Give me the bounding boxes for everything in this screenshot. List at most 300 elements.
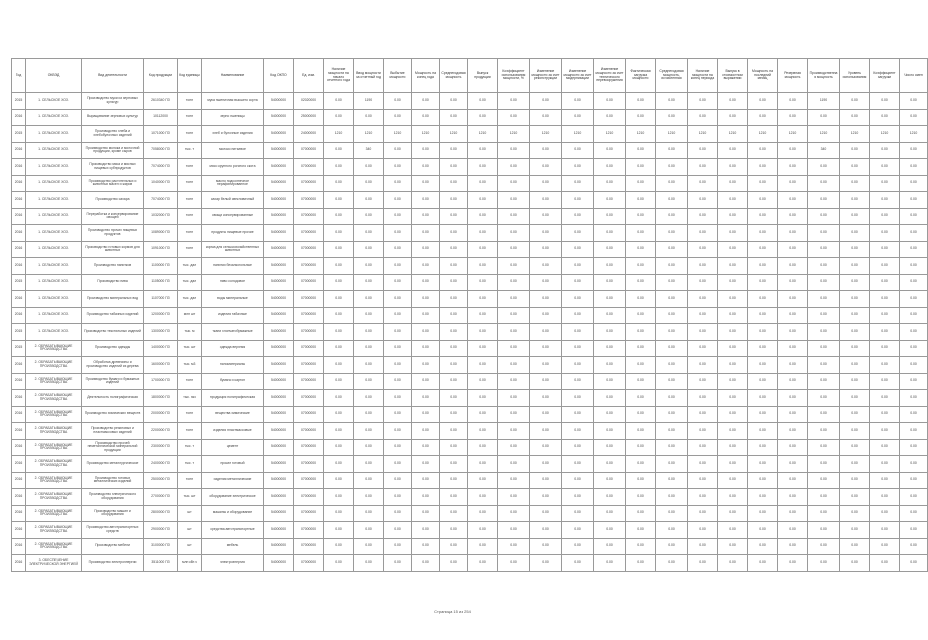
table-cell: 0.00 <box>468 241 498 258</box>
table-cell: 0.00 <box>562 109 594 126</box>
table-cell: 0.00 <box>412 472 440 489</box>
table-cell: Производство мебели <box>82 538 144 555</box>
table-cell: оборудование электрическое <box>202 489 264 506</box>
table-cell: 0.00 <box>384 505 412 522</box>
table-cell: 0.00 <box>870 241 900 258</box>
table-cell: 0.00 <box>688 274 718 291</box>
table-cell: 0.00 <box>808 522 840 539</box>
table-cell: 340 <box>354 142 384 159</box>
table-cell: 0.00 <box>530 423 562 440</box>
table-row <box>12 159 928 176</box>
table-cell: 0.00 <box>718 291 748 308</box>
table-cell: 1600000 ПЗ <box>144 357 178 374</box>
table-cell: 0.00 <box>594 390 626 407</box>
table-cell: 0.00 <box>840 522 870 539</box>
table-cell: 0.00 <box>778 258 808 275</box>
table-cell: 0.00 <box>748 472 778 489</box>
table-cell: 0.00 <box>840 307 870 324</box>
table-cell: 0.00 <box>748 241 778 258</box>
table-cell: 0.00 <box>468 93 498 110</box>
table-cell: 0.00 <box>656 489 688 506</box>
table-cell: 07000000 <box>294 489 324 506</box>
table-cell: 0.00 <box>440 142 468 159</box>
table-cell: 54000000 <box>264 192 294 209</box>
table-row <box>12 538 928 555</box>
table-cell: 0.00 <box>594 208 626 225</box>
table-cell: 0.00 <box>324 307 354 324</box>
table-cell: 0.00 <box>498 357 530 374</box>
table-cell: 54000000 <box>264 505 294 522</box>
table-cell: 0.00 <box>626 472 656 489</box>
table-cell: 1032000 ПЗ <box>144 208 178 225</box>
table-cell: 2700000 ПЗ <box>144 489 178 506</box>
table-cell: 0.00 <box>900 505 928 522</box>
table-cell: тыс. т <box>178 456 202 473</box>
table-cell: Производство молока и молочной продукции, кроме сыров <box>82 142 144 159</box>
table-cell: 2. ОБРАБАТЫВАЮЩИЕ ПРОИЗВОДСТВА <box>26 505 82 522</box>
table-cell: напитки безалкогольные <box>202 258 264 275</box>
table-cell: 0.00 <box>354 456 384 473</box>
table-cell: 07000000 <box>294 472 324 489</box>
table-cell: млн кВт.ч <box>178 555 202 572</box>
table-cell: 0.00 <box>468 505 498 522</box>
table-cell: 0.00 <box>900 208 928 225</box>
table-cell: 0.00 <box>354 390 384 407</box>
table-cell: воды минеральные <box>202 291 264 308</box>
table-cell: 0.00 <box>688 423 718 440</box>
table-cell: 0.00 <box>808 390 840 407</box>
column-header: ОКВЭД <box>26 59 82 93</box>
table-cell: 0.00 <box>384 522 412 539</box>
table-cell: зерно пшеницы <box>202 109 264 126</box>
table-cell: 340 <box>808 142 840 159</box>
table-cell: 0.00 <box>778 538 808 555</box>
table-cell: 0.00 <box>900 406 928 423</box>
table-cell: 0.00 <box>530 390 562 407</box>
table-cell: 0.00 <box>412 93 440 110</box>
table-cell: 0.00 <box>900 274 928 291</box>
table-cell: 07000000 <box>294 439 324 456</box>
table-cell: тонн <box>178 472 202 489</box>
table-cell: 0.00 <box>530 324 562 341</box>
table-cell: 0.00 <box>530 505 562 522</box>
column-header: Уровень использования <box>840 59 870 93</box>
table-cell: тонн <box>178 159 202 176</box>
table-row <box>12 439 928 456</box>
table-cell: 07000000 <box>294 241 324 258</box>
table-cell: 0.00 <box>718 555 748 572</box>
table-cell: 0.00 <box>840 241 870 258</box>
table-cell: 0.00 <box>562 538 594 555</box>
table-cell: 0.00 <box>412 307 440 324</box>
table-cell: 0.00 <box>778 142 808 159</box>
table-cell: 0.00 <box>412 456 440 473</box>
table-cell: 0.00 <box>900 93 928 110</box>
table-cell: 07000000 <box>294 192 324 209</box>
table-cell: 7074000 ПЗ <box>144 159 178 176</box>
table-cell: шт <box>178 538 202 555</box>
table-cell: 0.00 <box>530 522 562 539</box>
table-cell: 0.00 <box>498 390 530 407</box>
table-cell: 2016 <box>12 225 26 242</box>
table-row <box>12 126 928 143</box>
table-cell: 0.00 <box>718 439 748 456</box>
table-cell: 0.00 <box>870 406 900 423</box>
table-cell: 0.00 <box>778 357 808 374</box>
table-cell: тонн <box>178 423 202 440</box>
table-cell: 0.00 <box>688 225 718 242</box>
table-cell: 24000000 <box>294 126 324 143</box>
table-cell: 54000000 <box>264 538 294 555</box>
table-cell: 0.00 <box>808 175 840 192</box>
table-cell: 0.00 <box>562 291 594 308</box>
table-cell: 0.00 <box>656 439 688 456</box>
table-cell: 0.00 <box>656 472 688 489</box>
table-row <box>12 274 928 291</box>
table-cell: 0.00 <box>900 390 928 407</box>
table-cell: 0.00 <box>748 357 778 374</box>
table-cell: 0.00 <box>384 159 412 176</box>
table-cell: средства автотранспортные <box>202 522 264 539</box>
table-cell: 0.00 <box>384 340 412 357</box>
table-cell: 0.00 <box>324 208 354 225</box>
table-cell: 0.00 <box>412 142 440 159</box>
table-cell: 0.00 <box>656 538 688 555</box>
table-cell: 0.00 <box>840 406 870 423</box>
column-header: Мощность на конец года <box>412 59 440 93</box>
table-cell: Производство растительных и животных масел и жиров <box>82 175 144 192</box>
table-cell: Производство резиновых и пластмассовых изделий <box>82 423 144 440</box>
table-cell: 07000000 <box>294 159 324 176</box>
table-cell: Производство одежды <box>82 340 144 357</box>
table-cell: 07000000 <box>294 406 324 423</box>
table-cell: шт <box>178 522 202 539</box>
table-cell: 02020000 <box>294 93 324 110</box>
table-cell: 0.00 <box>900 291 928 308</box>
table-cell: 0.00 <box>468 439 498 456</box>
table-cell: 0.00 <box>900 522 928 539</box>
table-cell: 0.00 <box>718 307 748 324</box>
table-cell: 0.00 <box>656 340 688 357</box>
table-cell: 0.00 <box>440 538 468 555</box>
table-cell: 0.00 <box>840 208 870 225</box>
table-cell: 0.00 <box>688 472 718 489</box>
table-cell: 0.00 <box>748 291 778 308</box>
table-cell: 2015 <box>12 126 26 143</box>
table-cell: 0.00 <box>562 208 594 225</box>
table-cell: 3100000 ПЗ <box>144 538 178 555</box>
table-cell: 0.00 <box>324 489 354 506</box>
table-cell: 0.00 <box>870 274 900 291</box>
table-cell: 0.00 <box>870 340 900 357</box>
table-cell: 0.00 <box>498 192 530 209</box>
table-cell: 0.00 <box>900 340 928 357</box>
table-cell: прокат готовый <box>202 456 264 473</box>
table-cell: тонн <box>178 126 202 143</box>
table-cell: 0.00 <box>562 406 594 423</box>
table-row <box>12 406 928 423</box>
table-cell: 0.00 <box>440 274 468 291</box>
table-cell: тонн <box>178 373 202 390</box>
table-cell: 0.00 <box>530 340 562 357</box>
table-cell: Производство напитков <box>82 258 144 275</box>
table-cell: 54000000 <box>264 439 294 456</box>
table-cell: 0.00 <box>808 373 840 390</box>
table-cell: 0.00 <box>562 241 594 258</box>
table-cell: 07000000 <box>294 307 324 324</box>
table-cell: 54000000 <box>264 93 294 110</box>
column-header: Изменение мощности за счет технического перевооружения <box>594 59 626 93</box>
table-cell: 0.00 <box>562 142 594 159</box>
table-cell: 1. СЕЛЬСКОЕ ХОЗ. <box>26 126 82 143</box>
table-cell: Производство прочих пищевых продуктов <box>82 225 144 242</box>
table-cell: Производство электроэнергии <box>82 555 144 572</box>
table-cell: 0.00 <box>718 340 748 357</box>
table-cell: 1210 <box>384 126 412 143</box>
table-cell: 0.00 <box>656 93 688 110</box>
table-row <box>12 241 928 258</box>
table-cell: 0.00 <box>562 93 594 110</box>
table-cell: 0.00 <box>808 555 840 572</box>
table-cell: 0.00 <box>562 555 594 572</box>
table-cell: 0.00 <box>900 456 928 473</box>
table-cell: 07000000 <box>294 324 324 341</box>
table-cell: 0.00 <box>808 225 840 242</box>
table-cell: 54000000 <box>264 472 294 489</box>
table-cell: 0.00 <box>412 406 440 423</box>
table-cell: Производство бумаги и бумажных изделий <box>82 373 144 390</box>
table-cell: 0.00 <box>900 159 928 176</box>
table-cell: 2016 <box>12 555 26 572</box>
table-cell: 1210 <box>688 126 718 143</box>
table-cell: 0.00 <box>530 192 562 209</box>
table-cell: 2900000 ПЗ <box>144 522 178 539</box>
table-cell: 0.00 <box>354 505 384 522</box>
table-cell: сахар белый свекловичный <box>202 192 264 209</box>
table-row <box>12 109 928 126</box>
table-cell: 0.00 <box>778 241 808 258</box>
table-cell: 0.00 <box>748 505 778 522</box>
table-cell: 0.00 <box>594 307 626 324</box>
table-cell: 2016 <box>12 538 26 555</box>
table-cell: 07000000 <box>294 456 324 473</box>
table-cell: 0.00 <box>688 357 718 374</box>
table-cell: 0.00 <box>840 456 870 473</box>
table-cell: 0.00 <box>354 357 384 374</box>
column-header: Выпуск в стоимостном выражении <box>718 59 748 93</box>
table-cell: 0.00 <box>498 241 530 258</box>
table-cell: хлеб и булочные изделия <box>202 126 264 143</box>
table-cell: 0.00 <box>498 373 530 390</box>
table-row <box>12 489 928 506</box>
table-cell: 0.00 <box>412 390 440 407</box>
table-cell: 0.00 <box>626 192 656 209</box>
table-cell: 0.00 <box>594 340 626 357</box>
table-cell: 0.00 <box>688 241 718 258</box>
table-cell: Обработка древесины и производство изделий из дерева <box>82 357 144 374</box>
table-cell: 0.00 <box>840 423 870 440</box>
table-cell: 0.00 <box>808 456 840 473</box>
table-cell: 0.00 <box>808 274 840 291</box>
column-header: Наименование <box>202 59 264 93</box>
table-cell: 0.00 <box>688 324 718 341</box>
table-cell: 2015 <box>12 340 26 357</box>
table-cell: тыс. т <box>178 439 202 456</box>
table-cell: 0.00 <box>530 208 562 225</box>
table-cell: 0.00 <box>530 93 562 110</box>
table-cell: 0.00 <box>440 175 468 192</box>
table-cell: 0.00 <box>562 340 594 357</box>
table-row <box>12 324 928 341</box>
table-cell: 1. СЕЛЬСКОЕ ХОЗ. <box>26 307 82 324</box>
table-row <box>12 522 928 539</box>
table-cell: 0.00 <box>498 225 530 242</box>
column-header: Число смен <box>900 59 928 93</box>
column-header: Коэффициент использования мощности, % <box>498 59 530 93</box>
table-cell: 0.00 <box>384 192 412 209</box>
column-header: Код продукции <box>144 59 178 93</box>
table-cell: 0.00 <box>900 357 928 374</box>
table-cell: 0.00 <box>530 291 562 308</box>
table-cell: 0.00 <box>594 258 626 275</box>
table-cell: 1. СЕЛЬСКОЕ ХОЗ. <box>26 324 82 341</box>
table-cell: 0.00 <box>594 522 626 539</box>
table-cell: 0.00 <box>594 472 626 489</box>
table-cell: 0.00 <box>778 93 808 110</box>
table-cell: 54000000 <box>264 126 294 143</box>
table-cell: 0.00 <box>778 274 808 291</box>
table-cell: тонн <box>178 109 202 126</box>
table-cell: 0.00 <box>594 423 626 440</box>
table-cell: 0.00 <box>626 175 656 192</box>
table-cell: 0.00 <box>718 390 748 407</box>
table-cell: 0.00 <box>626 109 656 126</box>
table-cell: 0.00 <box>498 472 530 489</box>
table-cell: 2016 <box>12 208 26 225</box>
table-cell: 0.00 <box>656 373 688 390</box>
table-cell: 2. ОБРАБАТЫВАЮЩИЕ ПРОИЗВОДСТВА <box>26 340 82 357</box>
table-cell: 07000000 <box>294 357 324 374</box>
table-cell: 0.00 <box>900 472 928 489</box>
table-cell: 0.00 <box>870 522 900 539</box>
table-cell: 0.00 <box>498 258 530 275</box>
table-cell: 0.00 <box>412 291 440 308</box>
table-cell: 0.00 <box>324 258 354 275</box>
table-cell: 0.00 <box>468 555 498 572</box>
table-cell: 0.00 <box>840 93 870 110</box>
table-cell: 0.00 <box>498 208 530 225</box>
table-cell: 0.00 <box>412 225 440 242</box>
table-cell: 0.00 <box>594 373 626 390</box>
table-cell: 0.00 <box>870 109 900 126</box>
table-cell: 0.00 <box>718 489 748 506</box>
column-header: Выбытие мощности <box>384 59 412 93</box>
table-cell: 0.00 <box>656 225 688 242</box>
table-cell: 0.00 <box>718 175 748 192</box>
table-cell: 0.00 <box>498 93 530 110</box>
table-cell: 0.00 <box>808 307 840 324</box>
table-cell: 0.00 <box>324 142 354 159</box>
table-cell: 0.00 <box>412 208 440 225</box>
table-row <box>12 307 928 324</box>
table-cell: 0.00 <box>840 142 870 159</box>
table-cell: 0.00 <box>688 456 718 473</box>
table-cell: 0.00 <box>718 109 748 126</box>
column-header: Мощность на последний месяц <box>748 59 778 93</box>
table-cell: 0.00 <box>778 175 808 192</box>
table-cell: 0.00 <box>808 208 840 225</box>
table-cell: 0.00 <box>748 307 778 324</box>
table-cell: 0.00 <box>498 538 530 555</box>
table-cell: 0.00 <box>354 373 384 390</box>
table-cell: 0.00 <box>324 538 354 555</box>
table-cell: 0.00 <box>778 522 808 539</box>
table-cell: 54000000 <box>264 307 294 324</box>
table-cell: 2016 <box>12 472 26 489</box>
table-cell: 2016 <box>12 291 26 308</box>
table-cell: 0.00 <box>498 307 530 324</box>
table-cell: 0.00 <box>468 159 498 176</box>
table-cell: 0.00 <box>440 192 468 209</box>
table-cell: 54000000 <box>264 258 294 275</box>
table-cell: 0.00 <box>468 522 498 539</box>
table-cell: Производство табачных изделий <box>82 307 144 324</box>
table-cell: 0.00 <box>384 423 412 440</box>
table-cell: 0.00 <box>656 274 688 291</box>
table-cell: 2016 <box>12 373 26 390</box>
table-cell: 0.00 <box>324 225 354 242</box>
table-cell: 0.00 <box>718 93 748 110</box>
table-row <box>12 208 928 225</box>
table-cell: 0.00 <box>870 373 900 390</box>
table-cell: 0.00 <box>440 472 468 489</box>
table-cell: 0.00 <box>718 142 748 159</box>
table-cell: 0.00 <box>870 93 900 110</box>
table-cell: 0.00 <box>808 241 840 258</box>
table-row <box>12 423 928 440</box>
table-cell: 0.00 <box>626 258 656 275</box>
table-cell: 3511000 ПЗ <box>144 555 178 572</box>
table-cell: 2015 <box>12 93 26 110</box>
table-cell: Производство прочей неметаллической минеральной продукции <box>82 439 144 456</box>
table-cell: 0.00 <box>808 340 840 357</box>
table-cell: 0.00 <box>840 340 870 357</box>
table-cell: 0.00 <box>900 258 928 275</box>
table-cell: 2016 <box>12 406 26 423</box>
table-cell: 54000000 <box>264 340 294 357</box>
table-cell: 0.00 <box>354 555 384 572</box>
table-cell: 1210 <box>870 126 900 143</box>
table-cell: 1. СЕЛЬСКОЕ ХОЗ. <box>26 159 82 176</box>
table-cell: 1210 <box>468 126 498 143</box>
table-cell: 0.00 <box>688 555 718 572</box>
table-cell: мука пшеничная высшего сорта <box>202 93 264 110</box>
table-cell: 0.00 <box>468 406 498 423</box>
table-cell: 0.00 <box>354 538 384 555</box>
table-cell: 0.00 <box>498 423 530 440</box>
table-cell: 0.00 <box>354 307 384 324</box>
column-header: Среднегодовая мощность, исчисленная <box>656 59 688 93</box>
table-cell: Производство готовых кормов для животных <box>82 241 144 258</box>
table-cell: 0.00 <box>384 456 412 473</box>
table-cell: 0.00 <box>840 192 870 209</box>
table-cell: 1089000 ПЗ <box>144 225 178 242</box>
table-cell: 0.00 <box>412 439 440 456</box>
table-cell: 2015 <box>12 324 26 341</box>
table-cell: 0.00 <box>354 472 384 489</box>
table-cell: 0.00 <box>748 456 778 473</box>
column-header: Производственная мощность <box>808 59 840 93</box>
